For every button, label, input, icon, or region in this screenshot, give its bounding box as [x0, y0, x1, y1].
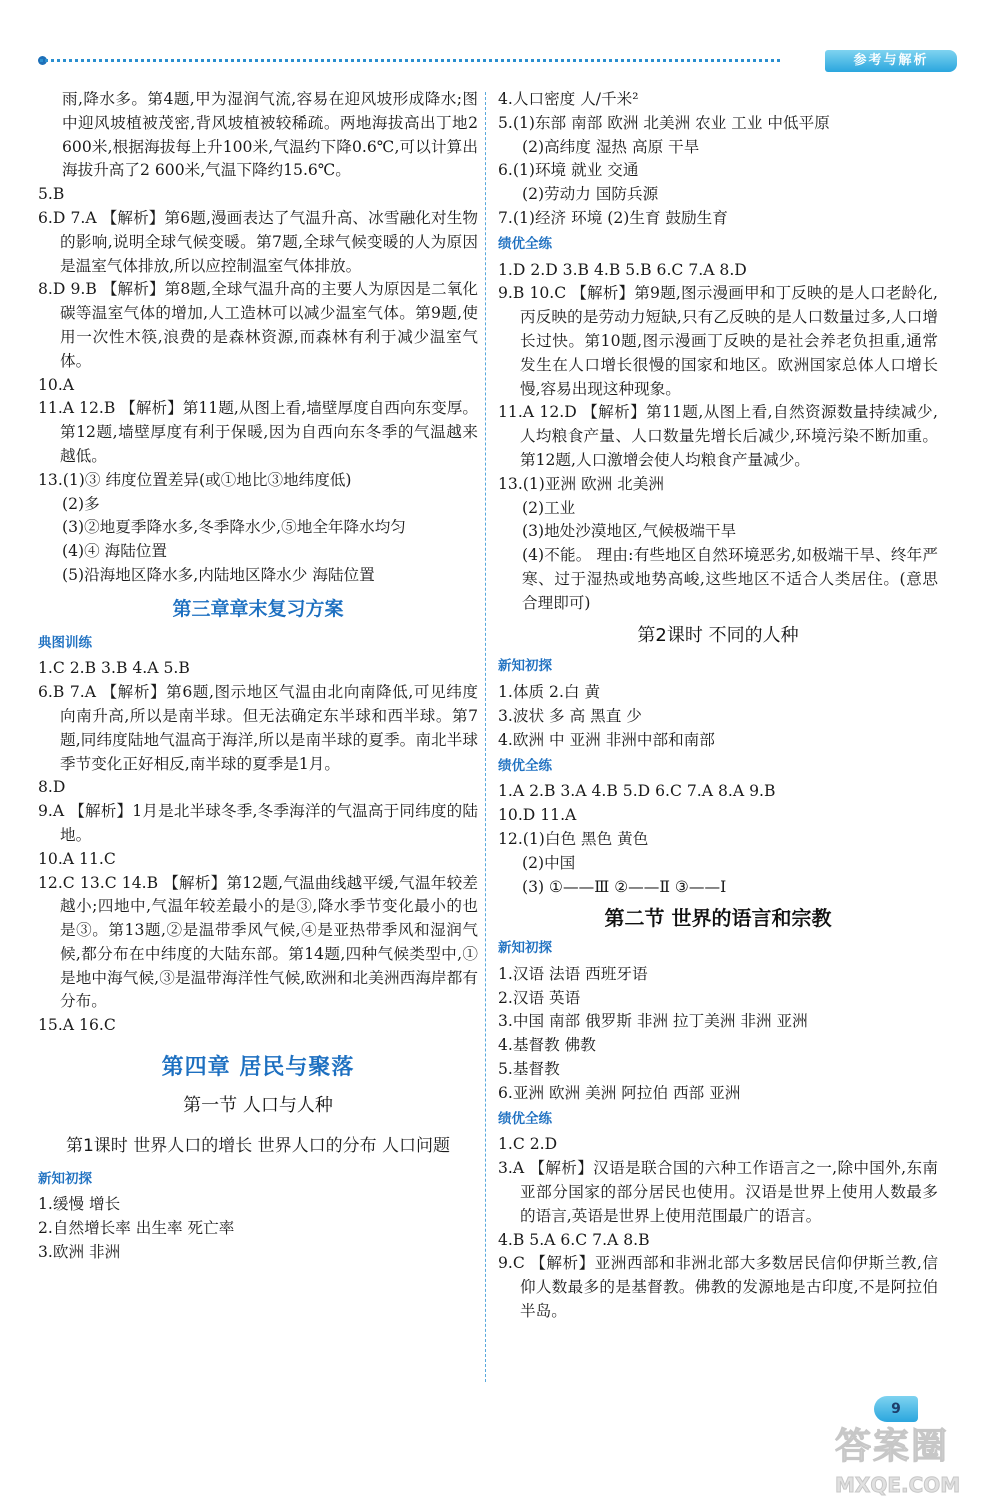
- answer-text: (2)劳动力 国防兵源: [522, 185, 659, 204]
- answer-text: 12.C 13.C 14.B 【解析】第12题,气温曲线越平缓,气温年较差越小;四地中,气温年较差最小的是③,降水季节变化最小的也是③。第13题,②是温带季风气候,④是亚热带季风和湿润气候,都分布在中纬度的大陆东部。第14题,四种气候类型中,①是地中海气候,③是温带海洋性气候,欧洲和北美洲西海岸都有分布。: [38, 873, 478, 1011]
- left-column: [38, 88, 478, 1265]
- answer-text: 9.C 【解析】亚洲西部和非洲北部大多数居民信仰伊斯兰教,信仰人数最多的是基督教。佛教的发源地是古印度,不是阿拉伯半岛。: [498, 1254, 938, 1321]
- answer-text: 15.A 16.C: [38, 1016, 116, 1035]
- answer-text: 5.B: [38, 185, 65, 204]
- answer-text: 1.D 2.D 3.B 4.B 5.B 6.C 7.A 8.D: [498, 260, 747, 279]
- header-dotted-rule: [40, 59, 780, 62]
- section-title: 第二节 世界的语言和宗教: [604, 906, 832, 931]
- answer-text: 11.A 12.B 【解析】第11题,从图上看,墙壁厚度自西向东变厚。第12题,墙壁厚度有利于保暖,因为自西向东冬季的气温越来越低。: [38, 399, 478, 465]
- lesson-title: 第1课时 世界人口的增长 世界人口的分布 人口问题: [65, 1135, 451, 1156]
- answer-text: 6.亚洲 欧洲 美洲 阿拉伯 西部 亚洲: [498, 1083, 741, 1102]
- answer-text: 10.A: [38, 375, 75, 394]
- answer-text: 3.欧洲 非洲: [38, 1243, 121, 1262]
- answer-text: (3)②地夏季降水多,冬季降水少,⑤地全年降水均匀: [62, 518, 406, 537]
- answer-text: (5)沿海地区降水多,内陆地区降水少 海陆位置: [62, 565, 375, 584]
- page-header: [40, 50, 929, 70]
- section-title: 第一节 人口与人种: [183, 1094, 333, 1116]
- answer-text: 3.波状 多 高 黑直 少: [498, 706, 642, 725]
- watermark-url: MXQE.COM: [835, 1473, 961, 1497]
- answer-text: (2)高纬度 湿热 高原 干旱: [522, 137, 700, 156]
- chapter-title: 第四章 居民与聚落: [161, 1055, 355, 1081]
- watermark-logo: [835, 1418, 995, 1508]
- column-divider: [485, 92, 486, 1382]
- subsection-label: 新知初探: [498, 940, 552, 957]
- page-number: 9: [874, 1396, 918, 1422]
- subsection-label: 绩优全练: [498, 235, 552, 252]
- watermark-text: 答案圈: [835, 1426, 950, 1467]
- answer-text: 9.B 10.C 【解析】第9题,图示漫画甲和丁反映的是人口老龄化,丙反映的是劳动力短缺,只有乙反映的是人口数量过多,人口增长过快。第10题,图示漫画丁反映的是社会养老负担重,通常发生在人口增长很慢的国家和地区。欧洲国家总体人口增长慢,容易出现这种现象。: [498, 284, 938, 398]
- answer-text: 10.D 11.A: [498, 806, 577, 825]
- answer-text: 1.C 2.B 3.B 4.A 5.B: [38, 659, 190, 678]
- answer-text: 2.自然增长率 出生率 死亡率: [38, 1219, 235, 1238]
- answer-text: 6.B 7.A 【解析】第6题,图示地区气温由北向南降低,可见纬度向南升高,所以是南半球。但无法确定东半球和西半球。第7题,同纬度陆地气温高于海洋,所以是南半球的夏季。南北半球季节变化正好相反,南半球的夏季是1月。: [38, 683, 478, 773]
- answer-text: 13.(1)③ 纬度位置差异(或①地比③地纬度低): [38, 470, 352, 489]
- answer-text: 12.(1)白色 黑色 黄色: [498, 829, 649, 848]
- answer-text: 13.(1)亚洲 欧洲 北美洲: [498, 474, 664, 493]
- answer-text: (4)不能。 理由:有些地区自然环境恶劣,如极端干旱、终年严寒、过于湿热或地势高峻,这些地区不适合人类居住。(意思合理即可): [522, 546, 938, 612]
- subsection-label: 典图训练: [38, 634, 92, 651]
- answer-text: (2)工业: [522, 498, 576, 517]
- answer-text: 8.D 9.B 【解析】第8题,全球气温升高的主要人为原因是二氧化碳等温室气体的增加,人工造林可以减少温室气体。第9题,使用一次性木筷,浪费的是森林资源,而森林有利于减少温室气体。: [38, 280, 478, 370]
- answer-text: 5.基督教: [498, 1060, 560, 1079]
- answer-text: (4)④ 海陆位置: [62, 542, 168, 561]
- answer-text: 雨,降水多。第4题,甲为湿润气流,容易在迎风坡形成降水;图中迎风坡植被茂密,背风坡植被较稀疏。两地海拔高出丁地2 600米,根据海拔每上升100米,气温约下降0.6℃,可以计算出海拔升高了2 600米,气温下降约15.6℃。: [62, 90, 478, 180]
- chapter-review-title: 第三章章末复习方案: [172, 597, 344, 620]
- answer-text: 11.A 12.D 【解析】第11题,从图上看,自然资源数量持续减少,人均粮食产量、人口数量先增长后减少,环境污染不断加重。第12题,人口激增会使人均粮食产量减少。: [498, 403, 938, 469]
- subsection-label: 绩优全练: [498, 757, 552, 774]
- answer-text: (3)地处沙漠地区,气候极端干旱: [522, 522, 737, 541]
- answer-text: 1.汉语 法语 西班牙语: [498, 964, 648, 983]
- answer-text: 4.欧洲 中 亚洲 非洲中部和南部: [498, 730, 715, 749]
- answer-text: 8.D: [38, 778, 66, 797]
- header-tag: 参考与解析: [825, 50, 957, 72]
- subsection-label: 新知初探: [38, 1170, 92, 1187]
- right-column: [498, 88, 938, 1324]
- answer-text: 6.(1)环境 就业 交通: [498, 161, 639, 180]
- answer-text: 4.人口密度 人/千米²: [498, 90, 639, 108]
- answer-text: 3.A 【解析】汉语是联合国的六种工作语言之一,除中国外,东南亚部分国家的部分居民也使用。汉语是世界上使用人数最多的语言,英语是世界上使用范围最广的语言。: [498, 1159, 938, 1225]
- answer-text: (2)多: [62, 494, 100, 513]
- answer-text: 2.汉语 英语: [498, 988, 581, 1007]
- lesson-title: 第2课时 不同的人种: [637, 624, 799, 646]
- answer-text: 4.B 5.A 6.C 7.A 8.B: [498, 1230, 650, 1249]
- answer-text: 1.C 2.D: [498, 1135, 558, 1154]
- answer-text: 1.A 2.B 3.A 4.B 5.D 6.C 7.A 8.A 9.B: [498, 782, 776, 801]
- answer-text: 7.(1)经济 环境 (2)生育 鼓励生育: [498, 208, 728, 227]
- answer-text: 5.(1)东部 南部 欧洲 北美洲 农业 工业 中低平原: [498, 113, 830, 132]
- answer-text: 10.A 11.C: [38, 849, 116, 868]
- answer-text: 9.A 【解析】1月是北半球冬季,冬季海洋的气温高于同纬度的陆地。: [38, 802, 478, 844]
- answer-text: 4.基督教 佛教: [498, 1036, 596, 1055]
- answer-text: 3.中国 南部 俄罗斯 非洲 拉丁美洲 非洲 亚洲: [498, 1012, 808, 1031]
- answer-text: 6.D 7.A 【解析】第6题,漫画表达了气温升高、冰雪融化对生物的影响,说明全球气候变暖。第7题,全球气候变暖的人为原因是温室气体排放,所以应控制温室气体排放。: [38, 208, 478, 275]
- subsection-label: 新知初探: [498, 658, 552, 675]
- answer-text: 1.体质 2.白 黄: [498, 683, 601, 702]
- subsection-label: 绩优全练: [498, 1110, 552, 1127]
- answer-text: 1.缓慢 增长: [38, 1195, 121, 1214]
- answer-text: (2)中国: [522, 853, 576, 872]
- answer-text: (3) ①——Ⅲ ②——Ⅱ ③——Ⅰ: [522, 877, 727, 896]
